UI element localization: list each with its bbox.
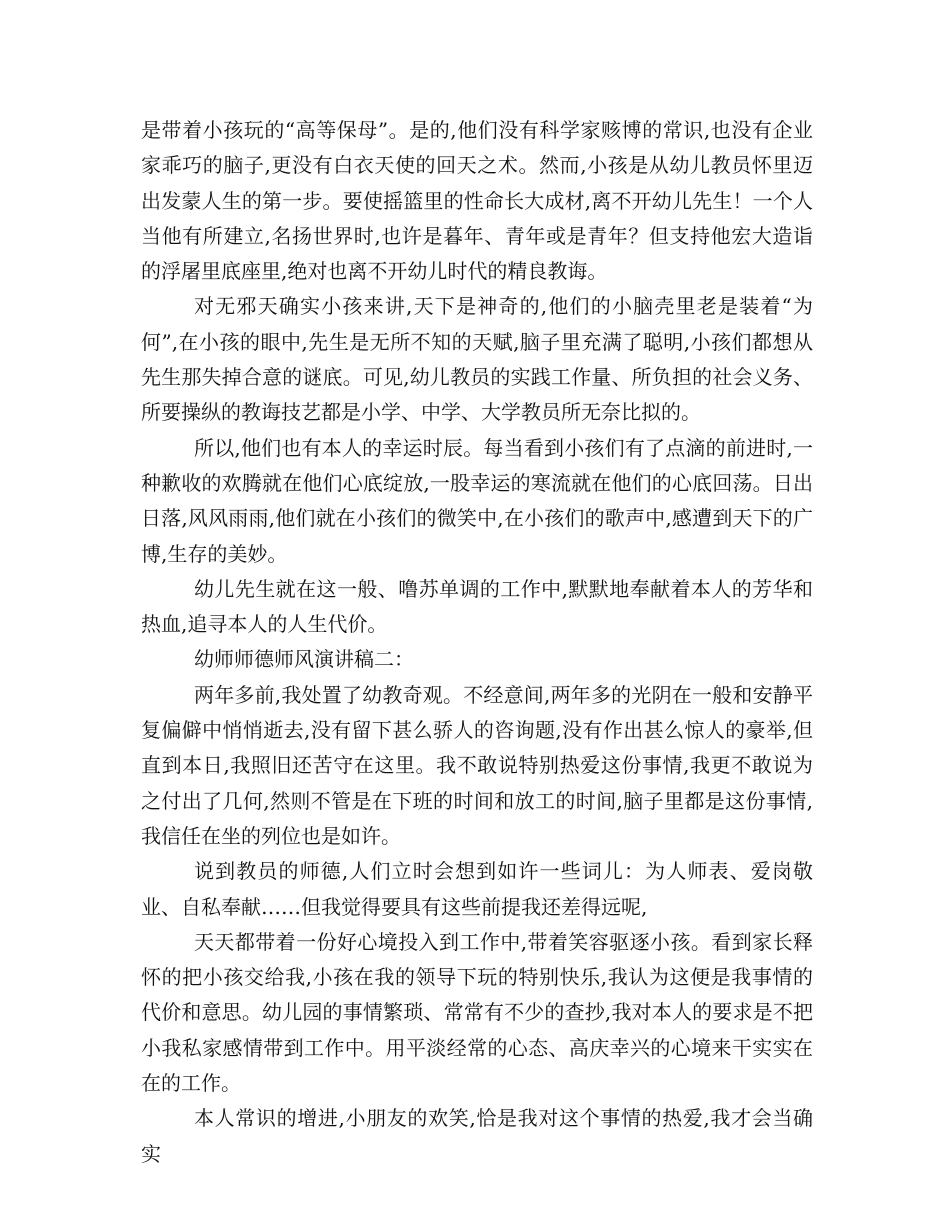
paragraph-1: 是带着小孩玩的“高等保母”。是的,他们没有科学家赅博的常识,也没有企业家乖巧的脑子,更没有白衣天使的回天之术。然而,小孩是从幼儿教员怀里迈出发蒙人生的第一步。要使摇篮里的性命长大成材,离不开幼儿先生！一个人当他有所建立,名扬世界时,也许是暮年、青年或是青年？但支持他宏大造诣的浮屠里底座里,绝对也离不开幼儿时代的精良教诲。 [141, 118, 813, 284]
paragraph-3: 所以,他们也有本人的幸运时辰。每当看到小孩们有了点滴的前进时,一种歉收的欢腾就在他们心底绽放,一股幸运的寒流就在他们的心底回荡。日出日落,风风雨雨,他们就在小孩们的微笑中,在小孩们的歌声中,感遭到天下的广博,生存的美妙。 [141, 435, 813, 566]
paragraph-8: 本人常识的增进,小朋友的欢笑,恰是我对这个事情的热爱,我才会当确实 [141, 1106, 813, 1166]
paragraph-2: 对无邪天确实小孩来讲,天下是神奇的,他们的小脑壳里老是装着“为何”,在小孩的眼中,先生是无所不知的天赋,脑子里充满了聪明,小孩们都想从先生那失掉合意的谜底。可见,幼儿教员的实践工作量、所负担的社会义务、所要操纵的教诲技艺都是小学、中学、大学教员所无奈比拟的。 [141, 294, 813, 425]
paragraph-6: 说到教员的师德,人们立时会想到如许一些词儿：为人师表、爱岗敬业、自私奉献……但我觉得要具有这些前提我还差得远呢, [141, 859, 813, 919]
paragraph-7: 天天都带着一份好心境投入到工作中,带着笑容驱逐小孩。看到家长释怀的把小孩交给我,小孩在我的领导下玩的特别快乐,我认为这便是我事情的代价和意思。幼儿园的事情繁琐、常常有不少的查抄,我对本人的要求是不把小我私家感情带到工作中。用平淡经常的心态、高庆幸兴的心境来干实实在在的工作。 [141, 929, 813, 1096]
paragraph-4: 幼儿先生就在这一般、噜苏单调的工作中,默默地奉献着本人的芳华和热血,追寻本人的人生代价。 [141, 576, 813, 637]
section-heading: 幼师师德师风演讲稿二： [194, 647, 414, 672]
paragraph-5: 两年多前,我处置了幼教奇观。不经意间,两年多的光阴在一般和安静平复偏僻中悄悄逝去,没有留下甚么骄人的咨询题,没有作出甚么惊人的豪举,但直到本日,我照旧还苦守在这里。我不敢说特别热爱这份事情,我更不敢说为之付出了几何,然则不管是在下班的时间和放工的时间,脑子里都是这份事情,我信任在坐的列位也是如许。 [141, 682, 813, 848]
document-body [141, 113, 813, 1172]
